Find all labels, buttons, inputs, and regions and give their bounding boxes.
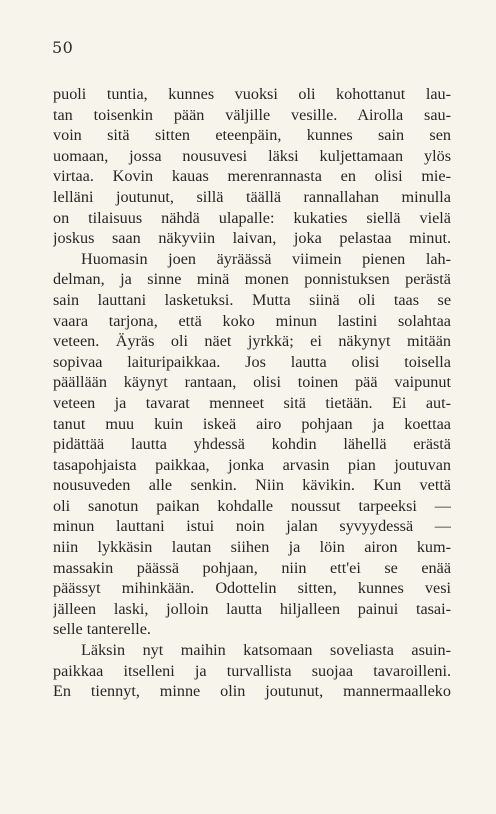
- text-line: minun lauttani istui noin jalan syvyydessä —: [53, 517, 451, 536]
- text-line: on tilaisuus nähdä ulapalle: kukaties siellä vielä: [53, 208, 451, 227]
- text-line: paikkaa itselleni ja turvallista suojaa tavaroilleni.: [53, 661, 451, 680]
- text-line: tan toisenkin pään väljille vesille. Airolla sau-: [53, 105, 451, 124]
- text-line: lelläni joutunut, sillä täällä rannallahan minulla: [53, 187, 451, 206]
- text-line: En tiennyt, minne olin joutunut, mannermaalleko: [53, 682, 451, 701]
- text-line: päällään käynyt rantaan, olisi toinen pää vaipunut: [53, 373, 451, 392]
- text-line: selle tanterelle.: [53, 620, 151, 639]
- text-line: nousuveden alle senkin. Niin kävikin. Kun vettä: [53, 476, 451, 495]
- text-line: pidättää lautta yhdessä kohdin lähellä erästä: [53, 435, 451, 454]
- page-number: 50: [52, 38, 74, 57]
- text-line: virtaa. Kovin kauas merenrannasta en olisi mie-: [53, 167, 451, 186]
- text-line: päässyt mihinkään. Odottelin sitten, kunnes vesi: [53, 579, 451, 598]
- text-line: puoli tuntia, kunnes vuoksi oli kohottanut lau-: [53, 85, 451, 103]
- text-line: Huomasin joen äyräässä viimein pienen lah-: [81, 249, 451, 268]
- text-line: tasapohjaista paikkaa, jonka arvasin pian joutuvan: [53, 455, 451, 474]
- text-line: sopivaa laituripaikkaa. Jos lautta olisi toisella: [53, 352, 451, 371]
- text-line: uomaan, jossa nousuvesi läksi kuljettamaan ylös: [53, 146, 451, 165]
- text-line: niin lykkäsin lautan siihen ja löin airon kum-: [53, 538, 451, 557]
- text-line: veteen ja tavarat menneet sitä tietään. Ei aut-: [53, 393, 451, 412]
- text-line: Läksin nyt maihin katsomaan soveliasta asuin-: [81, 641, 451, 660]
- text-line: massakin päässä pohjaan, niin ett'ei se enää: [53, 558, 451, 577]
- text-line: oli sanotun paikan kohdalle noussut tarpeeksi —: [53, 496, 451, 515]
- text-line: delman, ja sinne minä monen ponnistuksen perästä: [53, 270, 451, 289]
- text-line: voin sitä sitten eteenpäin, kunnes sain sen: [53, 126, 451, 145]
- body-text: [53, 84, 451, 702]
- text-line: joskus saan näkyviin laivan, joka pelastaa minut.: [53, 229, 451, 248]
- text-line: sain lauttani lasketuksi. Mutta siinä oli taas se: [53, 290, 451, 309]
- text-line: vaara tarjona, että koko minun lastini solahtaa: [53, 311, 451, 330]
- text-line: veteen. Äyräs oli näet jyrkkä; ei näkynyt mitään: [53, 332, 451, 351]
- text-line: tanut muu kuin iskeä airo pohjaan ja koettaa: [53, 414, 451, 433]
- text-line: jälleen laski, jolloin lautta hiljalleen painui tasai-: [53, 599, 451, 618]
